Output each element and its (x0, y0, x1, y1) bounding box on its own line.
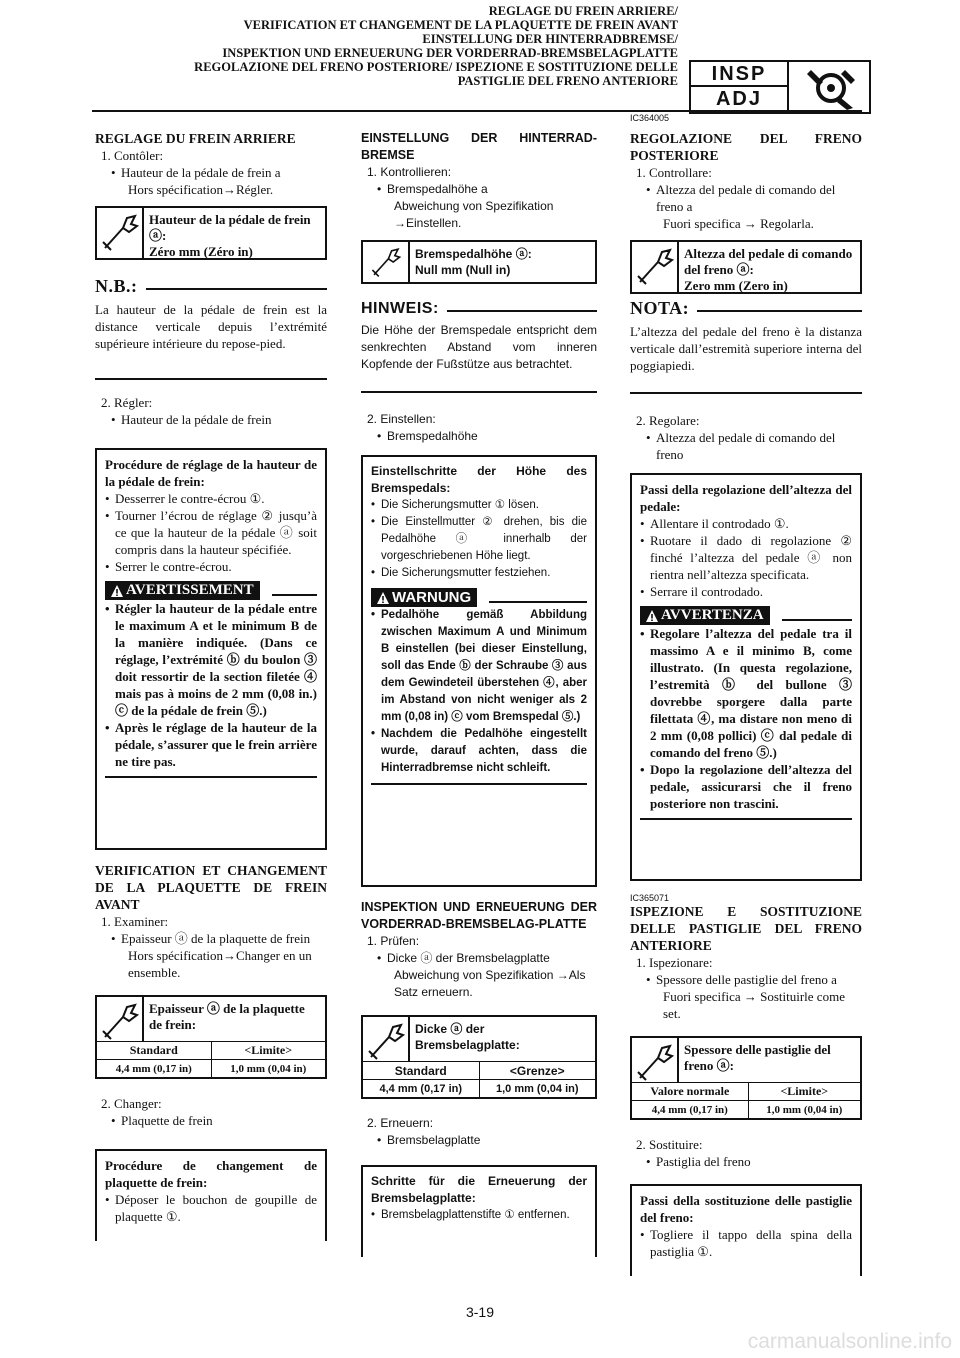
warning-body (105, 600, 317, 770)
warning-icon (646, 610, 658, 622)
section-title: REGOLAZIONE DEL FRENO POSTERIORE (630, 131, 862, 163)
bullet: • Bremspedalhöhe a (361, 181, 597, 198)
divider (630, 392, 862, 394)
spec-val: 4,4 mm (0,17 in) (632, 1101, 748, 1119)
column-french (95, 130, 327, 1241)
wrench-icon (636, 246, 674, 286)
step: 1. Examiner: (101, 914, 169, 929)
step: 1. Prüfen: (367, 934, 420, 948)
procedure-item: • Desserrer le contre-écrou ①. (105, 490, 317, 507)
header-line: PASTIGLIE DEL FRENO ANTERIORE (457, 74, 678, 88)
spec-text: Hauteur de la pédale de frein ⓐ: Zéro mm (Zéro in) (149, 212, 311, 259)
procedure-title: Schritte für die Erneuerung der Bremsbelagplatte: (371, 1174, 587, 1205)
procedure-item: • Togliere il tappo della spina della pastiglia ①. (640, 1226, 852, 1260)
note-label: N.B.: (95, 276, 138, 296)
note-heading (95, 276, 327, 297)
wrench-icon (367, 1021, 405, 1061)
bullet: • Altezza del pedale di comando del freno (630, 429, 862, 463)
spec-text: Dicke ⓐ der Bremsbelagplatte: (415, 1022, 520, 1052)
spec-col: Valore normale (632, 1083, 748, 1101)
procedure-box (95, 1149, 327, 1241)
section-title: REGLAGE DU FREIN ARRIERE (95, 131, 296, 146)
warning-badge (105, 581, 260, 600)
warning-item: • Dopo la regolazione dell’altezza del pedale, assicurarsi che il freno posteriore non trascini. (640, 761, 852, 812)
note-heading (361, 300, 597, 318)
note-body: L’altezza del pedale del freno è la distanza verticale dall’estremità superiore interna del poggiapiedi. (630, 324, 862, 373)
tab-insp: INSP (691, 62, 789, 87)
column-german (361, 130, 597, 1257)
note-body: Die Höhe der Bremspedale entspricht dem senkrechten Abstand vom inneren Kopfende der Fußstütze aus betrachtet. (361, 323, 597, 371)
warning-badge (371, 588, 477, 607)
wrench-icon (367, 246, 405, 278)
spec-table (361, 1015, 597, 1099)
bullet: • Plaquette de frein (95, 1112, 327, 1129)
section-title: INSPEKTION UND ERNEUERUNG DER VORDERRAD-BREMSBELAG-PLATTE (361, 900, 597, 931)
warning-body (640, 625, 852, 812)
warning-badge (640, 606, 770, 625)
warning-item: • Pedalhöhe gemäß Abbildung zwischen Maximum A und Minimum B einstellen (bei dieser Einstellung, soll das Ende ⓑ der Schraube ③ aus dem Gewindeteil überstehen ④, aber im Abstand von nicht weniger als 2 mm (0,08 in) ⓒ vom Bremspedal ⑤.) (371, 607, 587, 726)
procedure-box (630, 473, 862, 881)
procedure-title: Einstellschritte der Höhe des Bremspedals: (371, 464, 587, 495)
spec-text: Bremspedalhöhe ⓐ: Null mm (Null in) (415, 247, 532, 277)
spec-table (95, 995, 327, 1079)
tab-adj: ADJ (691, 87, 789, 112)
section-tab (689, 60, 871, 114)
procedure-item: • Bremsbelagplattenstifte ① entfernen. (371, 1207, 587, 1224)
procedure-item: • Die Einstellmutter ② drehen, bis die Pedalhöhe ⓐ innerhalb der vorgeschriebenen Höhe liegt. (371, 514, 587, 565)
warning-label: AVVERTENZA (661, 607, 764, 623)
divider (361, 391, 597, 393)
procedure-item: • Ruotare il dado di regolazione ② finché l’altezza del pedale ⓐ non rientra nell’altezza specificata. (640, 532, 852, 583)
column-italian (630, 130, 862, 1276)
note-label: NOTA: (630, 298, 690, 318)
spec-text: Epaisseur ⓐ de la plaquette de frein: (149, 1001, 305, 1032)
warning-end (371, 783, 587, 785)
spec-box (630, 240, 862, 294)
procedure-title: Procédure de réglage de la hauteur de la pédale de frein: (105, 457, 317, 489)
spec-text: Spessore delle pastiglie del freno ⓐ: (684, 1042, 831, 1073)
procedure-item: • Serrer le contre-écrou. (105, 558, 317, 575)
step: 2. Regolare: (636, 413, 700, 428)
section-title: ISPEZIONE E SOSTITUZIONE DELLE PASTIGLIE DEL FRENO ANTERIORE (630, 904, 862, 953)
step: 2. Changer: (101, 1096, 162, 1111)
divider (95, 378, 327, 380)
spec-val: 4,4 mm (0,17 in) (97, 1060, 211, 1078)
procedure-item: • Die Sicherungsmutter ① lösen. (371, 497, 587, 514)
spec-col: Standard (97, 1042, 211, 1060)
section-code: IC365071 (630, 893, 670, 903)
section-title: VERIFICATION ET CHANGEMENT DE LA PLAQUETTE DE FREIN AVANT (95, 863, 327, 912)
spec-col: Standard (363, 1062, 479, 1080)
procedure-box (361, 1165, 597, 1257)
warning-icon (377, 592, 389, 604)
bullet: • Spessore delle pastiglie del freno a (630, 971, 862, 988)
spec-val: 1,0 mm (0,04 in) (479, 1080, 595, 1098)
procedure-item: • Die Sicherungsmutter festziehen. (371, 565, 587, 582)
wrench-icon (636, 1042, 674, 1082)
note-body: La hauteur de la pédale de frein est la distance verticale depuis l’extrémité supérieure intérieure du repose-pied. (95, 302, 327, 351)
watermark: carmanualsonline.info (747, 1330, 952, 1353)
procedure-item: • Déposer le bouchon de goupille de plaquette ①. (105, 1191, 317, 1225)
header-line: INSPEKTION UND ERNEUERUNG DER VORDERRAD-BREMSBELAGPLATTE (222, 46, 678, 60)
spec-val: 1,0 mm (0,04 in) (211, 1060, 325, 1078)
warning-label: WARNUNG (392, 589, 472, 606)
step: 2. Sostituire: (636, 1137, 703, 1152)
step: 1. Contôler: (101, 148, 164, 163)
bullet: • Hauteur de la pédale de frein a (95, 164, 327, 181)
warning-body (371, 607, 587, 777)
bullet: • Bremspedalhöhe (361, 428, 597, 445)
step: 2. Régler: (101, 395, 153, 410)
step: 2. Einstellen: (367, 412, 436, 426)
warning-end (105, 776, 317, 778)
warning-item: • Après le réglage de la hauteur de la pédale, s’assurer que le frein arrière ne tire pas. (105, 719, 317, 770)
bullet: • Epaisseur ⓐ de la plaquette de frein (95, 930, 327, 947)
step-note: Hors spécification→Régler. (128, 182, 274, 197)
step-note: Fuori specifica → Sostituirle come set. (663, 989, 845, 1021)
step-note: Fuori specifica → Regolarla. (663, 216, 814, 231)
procedure-item: • Allentare il controdado ①. (640, 515, 852, 532)
page-header (78, 4, 678, 88)
header-line: REGLAGE DU FREIN ARRIERE/ (488, 4, 678, 18)
spec-col: <Limite> (748, 1083, 860, 1101)
step: 1. Controllare: (636, 165, 712, 180)
wrench-gauge-icon (789, 62, 869, 112)
header-line: EINSTELLUNG DER HINTERRADBREMSE/ (422, 32, 678, 46)
spec-box (361, 240, 597, 284)
procedure-box (630, 1184, 862, 1276)
step: 2. Erneuern: (367, 1116, 434, 1130)
note-heading (630, 298, 862, 319)
procedure-title: Passi della regolazione dell’altezza del pedale: (640, 482, 852, 514)
step: 1. Kontrollieren: (367, 165, 452, 179)
spec-val: 4,4 mm (0,17 in) (363, 1080, 479, 1098)
header-rule (92, 110, 862, 112)
procedure-title: Procédure de changement de plaquette de frein: (105, 1158, 317, 1190)
bullet: • Dicke ⓐ der Bremsbelagplatte (361, 950, 597, 967)
page-number: 3-19 (465, 1304, 495, 1320)
warning-heading (371, 588, 587, 607)
warning-item: • Regolare l’altezza del pedale tra il massimo A e il minimo B, come illustrato. (In questa regolazione, l’estremità ⓑ del bullone ③ dovrebbe sporgere dalla parte filettata ④, ma distare non meno di 2 mm (0,08 pollici) ⓒ dal pedale di comando del freno ⑤.) (640, 625, 852, 761)
warning-item: • Nachdem die Pedalhöhe eingestellt wurde, darauf achten, dass die Hinterradbremse nicht schleift. (371, 726, 587, 777)
spec-box (95, 206, 327, 260)
warning-item: • Régler la hauteur de la pédale entre le maximum A et le minimum B de la manière indiquée. (Dans ce réglage, l’extrémité ⓑ du boulon ③ doit ressortir de la section filetée ④ mais pas à moins de 2 mm (0,08 in.) ⓒ de la pédale de frein ⑤.) (105, 600, 317, 719)
warning-label: AVERTISSEMENT (126, 582, 254, 598)
section-title: EINSTELLUNG DER HINTERRAD-BREMSE (361, 131, 597, 162)
warning-icon (111, 585, 123, 597)
procedure-box (95, 448, 327, 850)
spec-col: <Limite> (211, 1042, 325, 1060)
bullet: • Hauteur de la pédale de frein (95, 411, 327, 428)
step-note: Hors spécification→Changer en un ensemble. (128, 948, 312, 980)
section-code: IC364005 (630, 113, 670, 123)
header-line: VERIFICATION ET CHANGEMENT DE LA PLAQUETTE DE FREIN AVANT (243, 18, 678, 32)
spec-table (630, 1036, 862, 1120)
note-label: HINWEIS: (361, 300, 439, 317)
spec-val: 1,0 mm (0,04 in) (748, 1101, 860, 1119)
wrench-icon (101, 212, 139, 252)
bullet: • Altezza del pedale di comando del freno a (630, 181, 862, 215)
warning-end (640, 818, 852, 820)
procedure-title: Passi della sostituzione delle pastiglie del freno: (640, 1193, 852, 1225)
spec-col: <Grenze> (479, 1062, 595, 1080)
header-line: REGOLAZIONE DEL FRENO POSTERIORE/ ISPEZIONE E SOSTITUZIONE DELLE (194, 60, 678, 74)
procedure-item: • Tourner l’écrou de réglage ② jusqu’à ce que la hauteur de la pédale ⓐ soit compris dans la hauteur spécifiée. (105, 507, 317, 558)
spec-text: Altezza del pedale di comando del freno ⓐ: Zero mm (Zero in) (684, 246, 853, 293)
warning-heading (105, 581, 317, 600)
step-note: Abweichung von Spezifikation →Als Satz erneuern. (394, 968, 586, 999)
procedure-item: • Serrare il controdado. (640, 583, 852, 600)
step-note: Abweichung von Spezifikation →Einstellen. (394, 199, 554, 230)
bullet: • Bremsbelagplatte (361, 1132, 597, 1149)
bullet: • Pastiglia del freno (630, 1153, 862, 1170)
step: 1. Ispezionare: (636, 955, 713, 970)
wrench-icon (101, 1001, 139, 1041)
procedure-box (361, 455, 597, 887)
warning-heading (640, 606, 852, 625)
